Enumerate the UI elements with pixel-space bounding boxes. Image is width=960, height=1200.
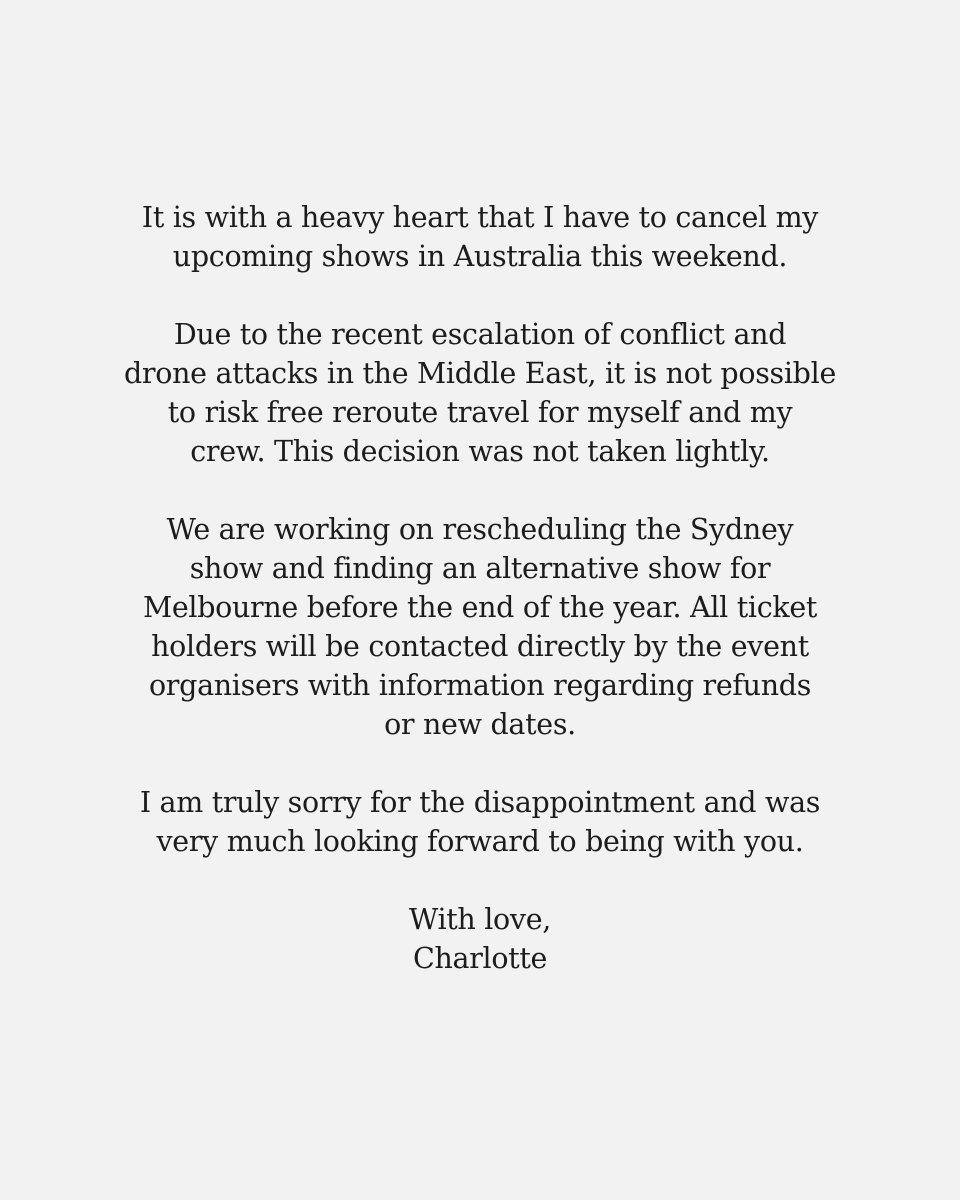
text-line: drone attacks in the Middle East, it is not possible: [123, 357, 837, 390]
text-line: upcoming shows in Australia this weekend.: [172, 240, 788, 273]
closing-text: With love,: [408, 903, 552, 936]
paragraph-intro: [0, 198, 960, 276]
text-line: We are working on rescheduling the Sydney: [166, 513, 794, 546]
text-line: crew. This decision was not taken lightly.: [190, 435, 770, 468]
text-line: to risk free reroute travel for myself and my: [167, 396, 793, 429]
text-line: very much looking forward to being with you.: [156, 825, 804, 858]
text-line: I am truly sorry for the disappointment and was: [139, 786, 821, 819]
text-line: holders will be contacted directly by the event: [151, 630, 809, 663]
paragraph-rescheduling: [0, 510, 960, 744]
signature-name: Charlotte: [412, 942, 548, 975]
sign-off: [0, 900, 960, 978]
text-line: organisers with information regarding refunds: [148, 669, 812, 702]
text-line: It is with a heavy heart that I have to cancel my: [141, 201, 819, 234]
cancellation-statement: [0, 198, 960, 978]
text-line: Melbourne before the end of the year. All ticket: [142, 591, 818, 624]
text-line: Due to the recent escalation of conflict and: [173, 318, 787, 351]
text-line: show and finding an alternative show for: [189, 552, 771, 585]
paragraph-apology: [0, 783, 960, 861]
text-line: or new dates.: [384, 708, 576, 741]
paragraph-reason: [0, 315, 960, 471]
